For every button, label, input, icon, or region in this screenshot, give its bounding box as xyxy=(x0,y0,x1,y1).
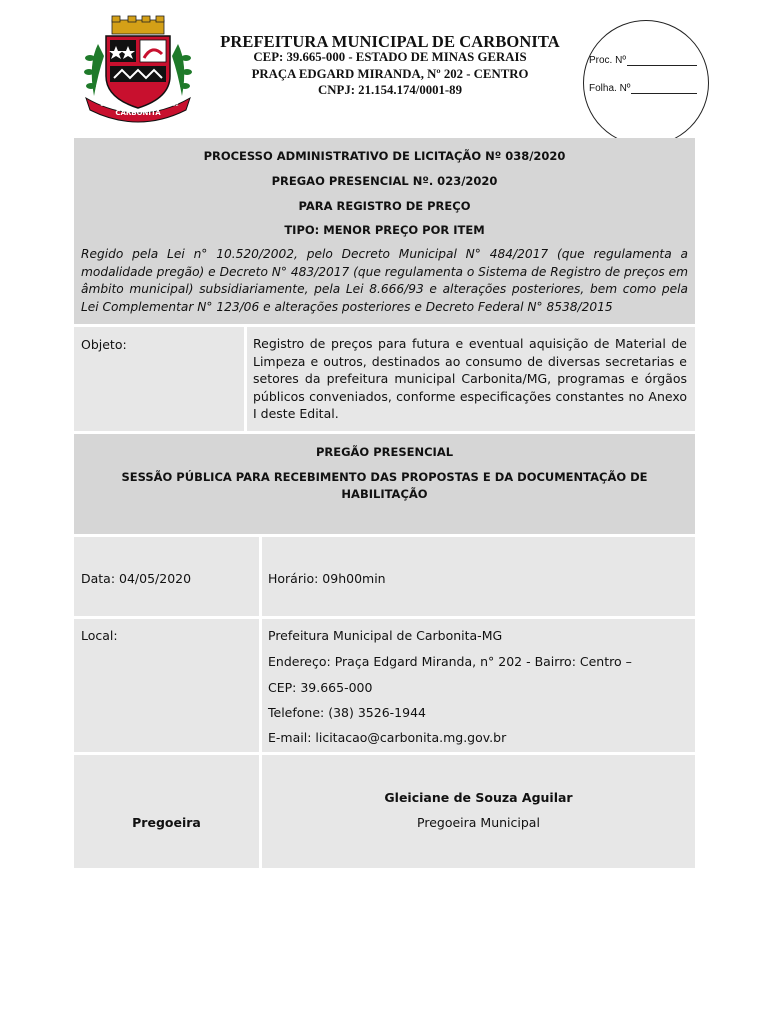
municipal-crest-logo xyxy=(80,14,196,126)
process-block xyxy=(74,138,695,324)
header-cnpj: CNPJ: 21.154.174/0001-89 xyxy=(318,83,462,97)
location-email: E-mail: licitacao@carbonita.mg.gov.br xyxy=(268,730,507,745)
crest-year-right: 1962 xyxy=(166,102,179,108)
crown-icon xyxy=(112,16,164,34)
session-date: Data: 04/05/2020 xyxy=(81,571,192,586)
protocol-stamp xyxy=(583,20,709,146)
legal-basis-text: Regido pela Lei n° 10.520/2002, pelo Decreto Municipal N° 484/2017 (que regulamenta a modalidade pregão) e Decreto N° 483/2017 (que regulamenta o Sistema de Registro de preços em âmbito municipal) subsidiariamente, pela Lei 8.666/93 e alterações posteriores, bem como pela Lei Complementar N° 123/06 e alterações posteriores e Decreto Federal N° 8538/2015 xyxy=(81,247,688,314)
object-text: Registro de preços para futura e eventual aquisição de Material de Limpeza e outros, destinados ao consumo de diversas secretarias e setores da prefeitura municipal Carbonita/MG, programas e órgãos públicos conveniados, conforme especificações constantes no Anexo I deste Edital. xyxy=(253,336,687,422)
time-cell xyxy=(262,537,695,616)
session-title: PREGÃO PRESENCIAL xyxy=(315,445,454,459)
location-info-cell xyxy=(262,619,695,752)
role-label: Pregoeira xyxy=(132,815,201,830)
location-address: Endereço: Praça Edgard Miranda, n° 202 - Bairro: Centro – xyxy=(268,654,632,669)
session-time: Horário: 09h00min xyxy=(268,571,386,586)
location-cep: CEP: 39.665-000 xyxy=(268,680,373,695)
header-cep: CEP: 39.665-000 - ESTADO DE MINAS GERAIS xyxy=(253,50,527,64)
crest-text: CARBONITA xyxy=(115,109,161,117)
process-number: PROCESSO ADMINISTRATIVO DE LICITAÇÃO Nº 038/2020 xyxy=(203,149,566,163)
role-cell xyxy=(74,755,259,868)
stamp-proc-row xyxy=(589,55,697,66)
location-name: Prefeitura Municipal de Carbonita-MG xyxy=(268,628,503,643)
location-label: Local: xyxy=(81,628,118,643)
registry-line: PARA REGISTRO DE PREÇO xyxy=(298,199,471,213)
crest-year-left: 1962 xyxy=(100,102,113,108)
header-title: PREFEITURA MUNICIPAL DE CARBONITA xyxy=(220,32,560,51)
session-subtitle: SESSÃO PÚBLICA PARA RECEBIMENTO DAS PROPOSTAS E DA DOCUMENTAÇÃO DE HABILITAÇÃO xyxy=(121,470,648,501)
session-block xyxy=(74,434,695,534)
stamp-proc-label: Proc. Nº xyxy=(589,55,626,66)
official-name: Gleiciane de Souza Aguilar xyxy=(384,790,573,805)
official-cell xyxy=(262,755,695,868)
stamp-folha-row xyxy=(589,83,697,94)
object-label-cell xyxy=(74,327,244,431)
object-text-cell xyxy=(247,327,695,431)
location-phone: Telefone: (38) 3526-1944 xyxy=(268,705,426,720)
stamp-folha-label: Folha. Nº xyxy=(589,83,631,94)
header-address: PRAÇA EDGARD MIRANDA, Nº 202 - CENTRO xyxy=(251,67,529,81)
object-label: Objeto: xyxy=(81,337,127,352)
location-label-cell xyxy=(74,619,259,752)
type-line: TIPO: MENOR PREÇO POR ITEM xyxy=(284,223,485,237)
official-title: Pregoeira Municipal xyxy=(417,815,540,830)
date-cell xyxy=(74,537,259,616)
pregao-number: PREGAO PRESENCIAL Nº. 023/2020 xyxy=(271,174,498,188)
